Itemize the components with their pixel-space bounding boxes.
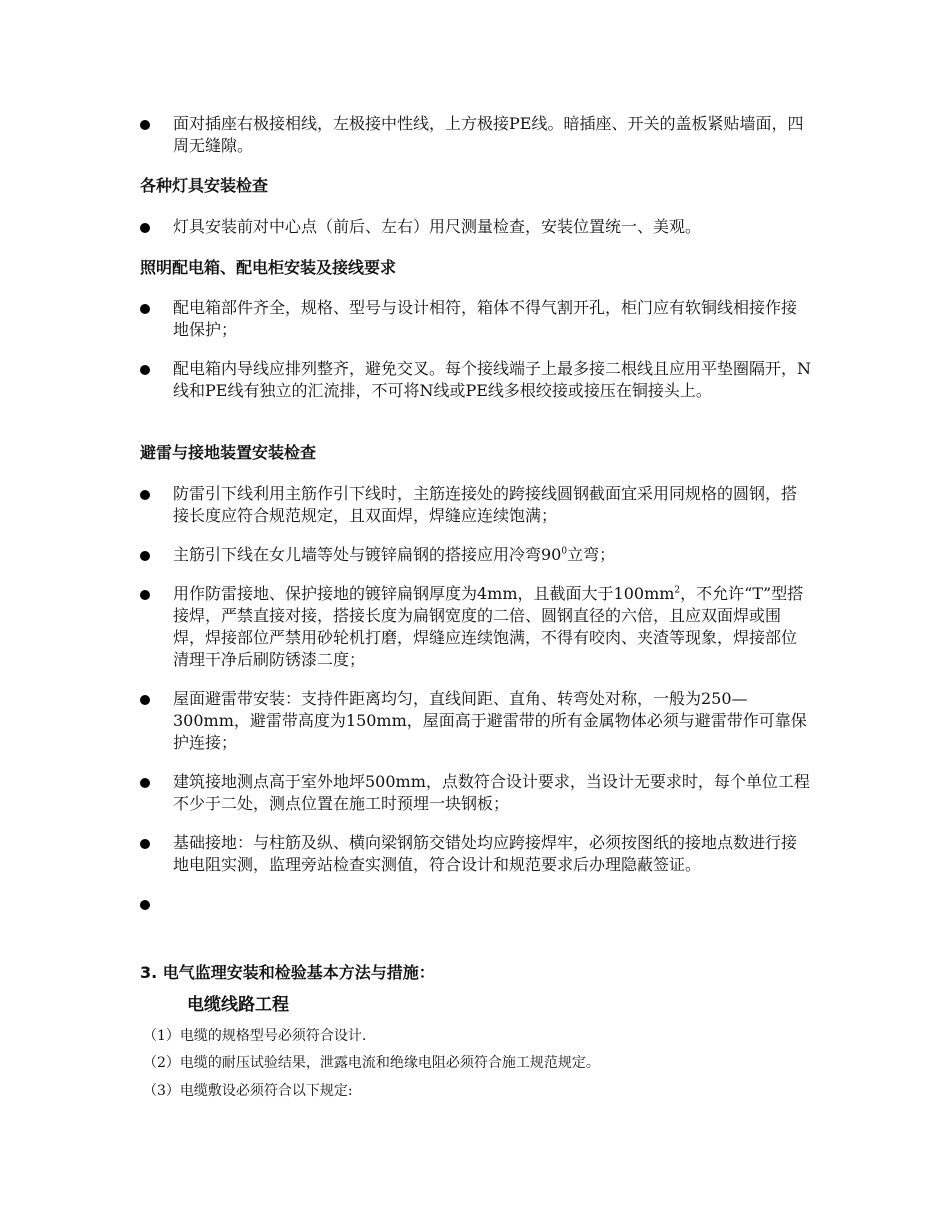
list-item-text-part: 立弯； [567, 545, 616, 564]
list-item-text: 配电箱内导线应排列整齐，避免交叉。每个接线端子上最多接二根线且应用平垫圈隔开，N线和PE线有独立的汇流排，不可将N线或PE线多根绞接或接压在铜接头上。 [173, 359, 812, 400]
section-heading-lightning: 避雷与接地装置安装检查 [140, 443, 317, 462]
list-item-text: 建筑接地测点高于室外地坪500mm，点数符合设计要求，当设计无要求时，每个单位工程不少于二处，测点位置在施工时预埋一块钢板； [173, 772, 810, 813]
list-item [140, 583, 811, 671]
bullet-dot-icon [140, 490, 150, 500]
bullet-dot-icon [140, 900, 150, 910]
list-item [140, 832, 811, 876]
list-item-text-part: 用作防雷接地、保护接地的镀锌扁钢厚度为4mm，且截面大于100mm [173, 584, 675, 603]
list-item-text [173, 584, 803, 669]
superscript: 0 [561, 546, 568, 557]
clause-item: （2）电缆的耐压试验结果，泄露电流和绝缘电阻必须符合施工规范规定。 [143, 1055, 600, 1071]
bullet-dot-icon [140, 839, 150, 849]
bullet-dot-icon [140, 695, 150, 705]
clause-item: （1）电缆的规格型号必须符合设计. [143, 1028, 367, 1044]
bullet-dot-icon [140, 120, 150, 130]
bullet-list-lightning [140, 483, 811, 915]
list-item [140, 771, 811, 815]
list-item-text: 防雷引下线利用主筋作引下线时，主筋连接处的跨接线圆钢截面宜采用同规格的圆钢，搭接长度应符合规范规定，且双面焊，焊缝应连续饱满； [173, 484, 798, 525]
sub-heading-cable: 电缆线路工程 [187, 995, 289, 1015]
superscript: 2 [674, 585, 681, 596]
list-item-text: 灯具安装前对中心点（前后、左右）用尺测量检查，安装位置统一、美观。 [173, 217, 702, 236]
bullet-list-socket [140, 113, 811, 157]
bullet-dot-icon [140, 778, 150, 788]
clause-item: （3）电缆敷设必须符合以下规定: [143, 1083, 353, 1099]
bullet-list-lamps [140, 216, 811, 238]
list-item [140, 297, 811, 341]
list-item [140, 216, 811, 238]
list-item [140, 544, 811, 566]
list-item-text-part: 主筋引下线在女儿墙等处与镀锌扁钢的搭接应用冷弯90 [173, 545, 562, 564]
list-item-text: 面对插座右极接相线，左极接中性线，上方极接PE线。暗插座、开关的盖板紧贴墙面，四周无缝隙。 [173, 114, 804, 155]
section-heading-3: 3. 电气监理安装和检验基本方法与措施： [140, 963, 435, 982]
bullet-dot-icon [140, 590, 150, 600]
list-item [140, 483, 811, 527]
list-item-text: 屋面避雷带安装：支持件距离均匀，直线间距、直角、转弯处对称，一般为250—300mm，避雷带高度为150mm，屋面高于避雷带的所有金属物体必须与避雷带作可靠保护连接； [173, 689, 807, 752]
section-heading-lamps: 各种灯具安装检查 [140, 176, 269, 195]
list-item [140, 358, 811, 402]
list-item [140, 893, 811, 915]
section-heading-boxes: 照明配电箱、配电柜安装及接线要求 [140, 258, 397, 277]
bullet-dot-icon [140, 365, 150, 375]
bullet-dot-icon [140, 223, 150, 233]
bullet-dot-icon [140, 304, 150, 314]
list-item-text [173, 545, 615, 564]
list-item [140, 113, 811, 157]
list-item-text-part: ，不允许“T”型搭接焊，严禁直接对接，搭接长度为扁钢宽度的二倍、圆钢直径的六倍，且应双面焊或围焊，焊接部位严禁用砂轮机打磨，焊缝应连续饱满，不得有咬肉、夹渣等现象，焊接部位清理干净后刷防锈漆二度； [173, 584, 804, 669]
bullet-dot-icon [140, 551, 150, 561]
list-item [140, 688, 811, 754]
bullet-list-boxes [140, 297, 811, 402]
list-item-text: 配电箱部件齐全，规格、型号与设计相符，箱体不得气割开孔，柜门应有软铜线相接作接地保护； [173, 298, 798, 339]
list-item-text: 基础接地：与柱筋及纵、横向梁钢筋交错处均应跨接焊牢，必须按图纸的接地点数进行接地电阻实测，监理旁站检查实测值，符合设计和规范要求后办理隐蔽签证。 [173, 833, 798, 874]
